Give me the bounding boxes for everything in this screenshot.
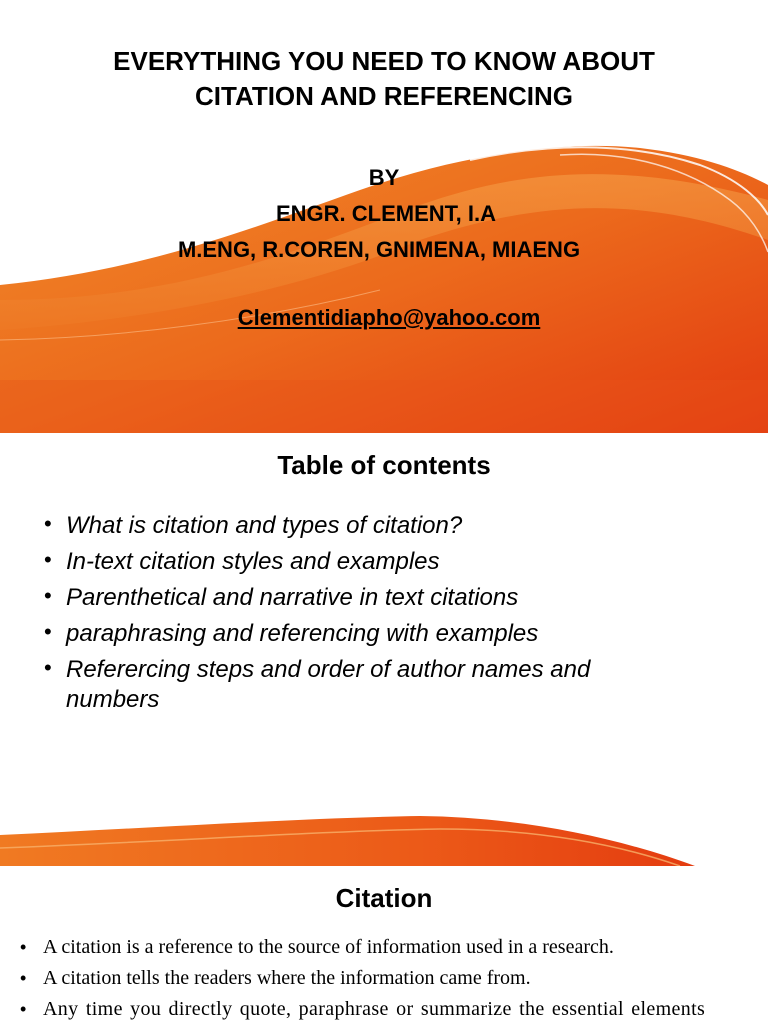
contents-item-text: What is citation and types of citation? [66,512,463,539]
contents-item-text: Referercing steps and order of author names and numbers [66,656,591,713]
citation-item [20,994,752,1024]
title-line-1: EVERYTHING YOU NEED TO KNOW ABOUT [113,46,655,76]
citation-slide [0,866,768,1024]
contents-item [44,547,664,577]
presentation-title [0,44,768,114]
contents-item-text: Parenthetical and narrative in text citations [66,584,519,611]
author-block [0,160,768,268]
contents-item [44,655,664,715]
contents-heading: Table of contents [277,450,491,480]
contents-item-text: paraphrasing and referencing with examples [66,620,539,647]
author-credentials: M.ENG, R.COREN, GNIMENA, MIAENG [177,237,581,262]
contents-item [44,583,664,613]
contents-list [44,511,664,721]
citation-item-text: Any time you directly quote, paraphrase or summarize the essential elements [43,998,706,1020]
title-line-2: CITATION AND REFERENCING [195,81,573,111]
by-label: BY [368,165,400,190]
bullet-icon: • [44,547,52,572]
contents-item-text: In-text citation styles and examples [66,548,440,575]
citation-item [20,932,752,963]
citation-item-text: A citation tells the readers where the information came from. [43,967,531,989]
title-slide [0,0,768,433]
citation-list [20,932,752,1024]
bullet-icon: • [44,511,52,536]
author-email-link[interactable]: Clementidiapho@yahoo.com [237,305,541,330]
citation-item [20,963,752,994]
citation-item-text: A citation is a reference to the source of information used in a research. [43,936,614,958]
bullet-icon: • [20,937,27,957]
bullet-icon: • [44,583,52,608]
citation-heading: Citation [335,883,433,913]
bullet-icon: • [44,655,52,680]
bullet-icon: • [20,999,27,1019]
contents-item [44,511,664,541]
bullet-icon: • [44,619,52,644]
contents-item [44,619,664,649]
bullet-icon: • [20,968,27,988]
author-name: ENGR. CLEMENT, I.A [275,201,496,226]
contents-slide [0,433,768,866]
